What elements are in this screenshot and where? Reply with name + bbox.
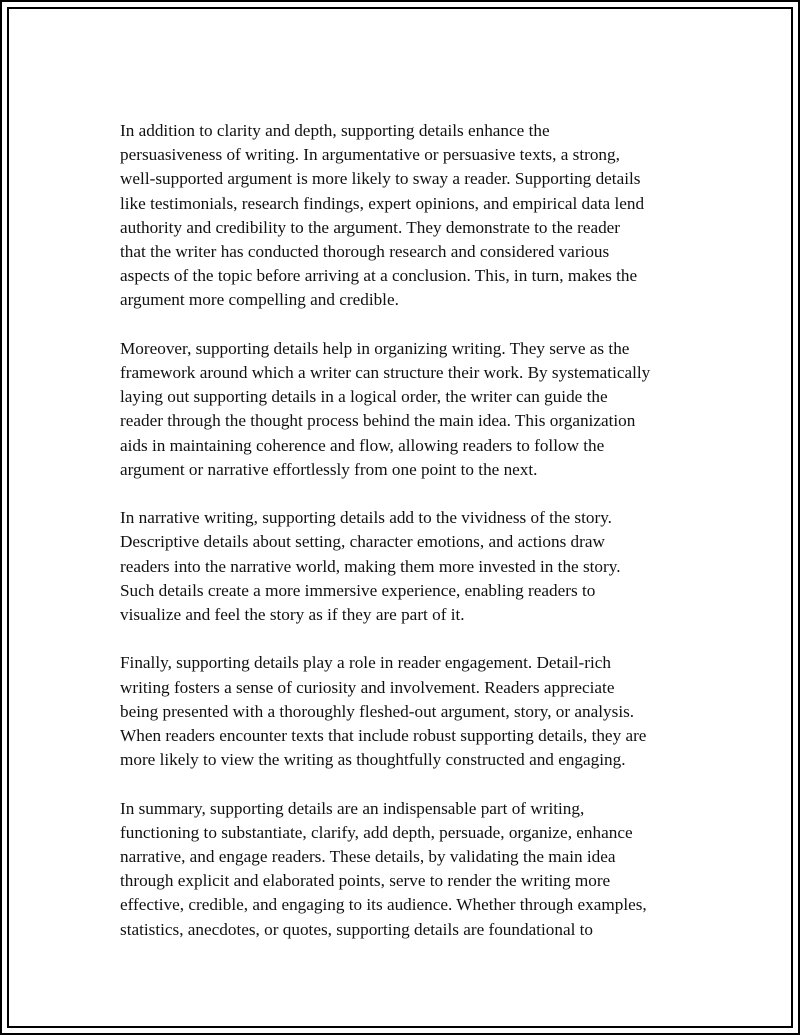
text-line: argument more compelling and credible. (120, 290, 399, 310)
text-line: statistics, anecdotes, or quotes, supporting details are foundational to (120, 919, 594, 939)
text-line: writing fosters a sense of curiosity and involvement. Readers appreciate (120, 677, 615, 697)
text-line: authority and credibility to the argument. They demonstrate to the reader (120, 217, 621, 237)
text-line: In summary, supporting details are an indispensable part of writing, (120, 798, 585, 818)
text-line: aids in maintaining coherence and flow, allowing readers to follow the (120, 435, 605, 455)
text-line: readers into the narrative world, making them more invested in the story. (120, 556, 621, 576)
text-line: argument or narrative effortlessly from one point to the next. (120, 459, 538, 479)
text-line: When readers encounter texts that include robust supporting details, they are (120, 726, 647, 746)
text-line: In narrative writing, supporting details add to the vividness of the story. (120, 508, 612, 528)
text-line: In addition to clarity and depth, supporting details enhance the (120, 121, 550, 140)
text-line: more likely to view the writing as thoughtfully constructed and engaging. (120, 750, 626, 770)
text-line: laying out supporting details in a logical order, the writer can guide the (120, 387, 608, 407)
paragraph-persuasiveness (120, 119, 700, 313)
text-line: like testimonials, research findings, expert opinions, and empirical data lend (120, 193, 645, 213)
text-line: effective, credible, and engaging to its audience. Whether through examples, (120, 895, 647, 915)
document-body (120, 119, 700, 966)
text-line: persuasiveness of writing. In argumentative or persuasive texts, a strong, (120, 145, 620, 165)
text-line: well-supported argument is more likely to sway a reader. Supporting details (120, 169, 641, 189)
paragraph-organization (120, 337, 700, 482)
paragraph-narrative (120, 506, 700, 627)
paragraph-summary (120, 797, 700, 942)
text-line: Such details create a more immersive experience, enabling readers to (120, 580, 596, 600)
text-line: Moreover, supporting details help in organizing writing. They serve as the (120, 338, 630, 358)
text-line: visualize and feel the story as if they are part of it. (120, 605, 465, 625)
text-line: through explicit and elaborated points, serve to render the writing more (120, 871, 611, 891)
text-line: Finally, supporting details play a role in reader engagement. Detail-rich (120, 653, 611, 673)
text-line: reader through the thought process behind the main idea. This organization (120, 411, 636, 431)
text-line: Descriptive details about setting, character emotions, and actions draw (120, 532, 605, 552)
text-line: functioning to substantiate, clarify, add depth, persuade, organize, enhance (120, 822, 633, 842)
text-line: that the writer has conducted thorough research and considered various (120, 242, 610, 262)
text-line: framework around which a writer can structure their work. By systematically (120, 363, 651, 383)
text-line: being presented with a thoroughly fleshed-out argument, story, or analysis. (120, 701, 635, 721)
paragraph-engagement (120, 651, 700, 772)
text-line: narrative, and engage readers. These details, by validating the main idea (120, 847, 616, 867)
text-line: aspects of the topic before arriving at a conclusion. This, in turn, makes the (120, 266, 638, 286)
